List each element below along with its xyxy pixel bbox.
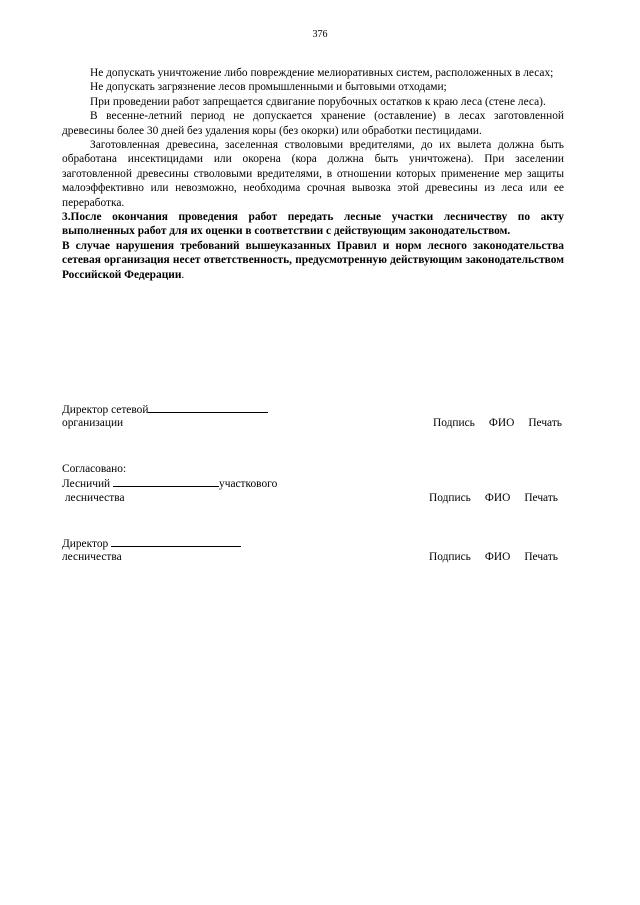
- agreed-label: Согласовано:: [62, 463, 127, 475]
- bold-paragraph-liability: [62, 239, 564, 282]
- signature-line: [113, 476, 219, 487]
- stamp-label: Печать: [524, 491, 558, 504]
- district-label: участкового: [219, 478, 278, 491]
- signature-fields: [415, 491, 558, 505]
- signature-fields: [415, 550, 558, 564]
- name-label: ФИО: [484, 491, 511, 504]
- paragraph: В весенне-летний период не допускается хранение (оставление) в лесах заготовленной древесины более 30 дней без удаления коры (без окорки) или обработки пестицидами.: [62, 110, 564, 137]
- signature-line: [111, 536, 241, 547]
- paragraph: Заготовленная древесина, заселенная стволовыми вредителями, до их вылета должна быть обработана инсектицидами или окорена (кора должна быть уничтожена). При заселении заготовленной древесины стволовыми вредителями, в отношении которых применение мер защиты малоэффективно или невозможно, необходима срочная вывозка этой древесины из леса или ее переработка.: [62, 139, 564, 209]
- forestry-label: лесничества: [62, 551, 122, 564]
- organization-label: организации: [62, 417, 124, 430]
- paragraph: При проведении работ запрещается сдвигание порубочных остатков к краю леса (стене леса).: [90, 95, 546, 108]
- paragraph: Не допускать загрязнение лесов промышленными и бытовыми отходами;: [90, 81, 447, 94]
- signature-fields: [419, 416, 562, 430]
- page-number: 376: [312, 29, 328, 40]
- signature-block-director-network: [62, 402, 564, 431]
- signature-block-forester: [62, 462, 564, 505]
- director-network-label: Директор сетевой: [62, 404, 149, 416]
- final-period: .: [181, 268, 185, 281]
- signature-line: [148, 402, 268, 413]
- bold-paragraph-handover: 3.После окончания проведения работ передать лесные участки лесничеству по акту выполненных работ для их оценки в соответствии с действующим законодательством.: [62, 211, 564, 238]
- signature-label: Подпись: [433, 417, 475, 430]
- stamp-label: Печать: [524, 551, 558, 564]
- paragraph: Не допускать уничтожение либо повреждение мелиоративных систем, расположенных в лесах;: [90, 67, 554, 79]
- name-label: ФИО: [484, 551, 511, 564]
- signature-block-director-forestry: [62, 536, 564, 565]
- stamp-label: Печать: [528, 417, 562, 430]
- director-forestry-label: Директор: [62, 538, 112, 550]
- liability-text: В случае нарушения требований вышеуказанных Правил и норм лесного законодательства сетевая организация несет ответственность, предусмотренную действующим законодательством Российской Федерации: [62, 239, 564, 281]
- signature-label: Подпись: [429, 491, 471, 504]
- forestry-label: лесничества: [62, 491, 125, 504]
- forester-label: Лесничий: [62, 478, 114, 491]
- name-label: ФИО: [488, 417, 515, 430]
- signature-label: Подпись: [429, 551, 471, 564]
- document-body: [62, 66, 564, 282]
